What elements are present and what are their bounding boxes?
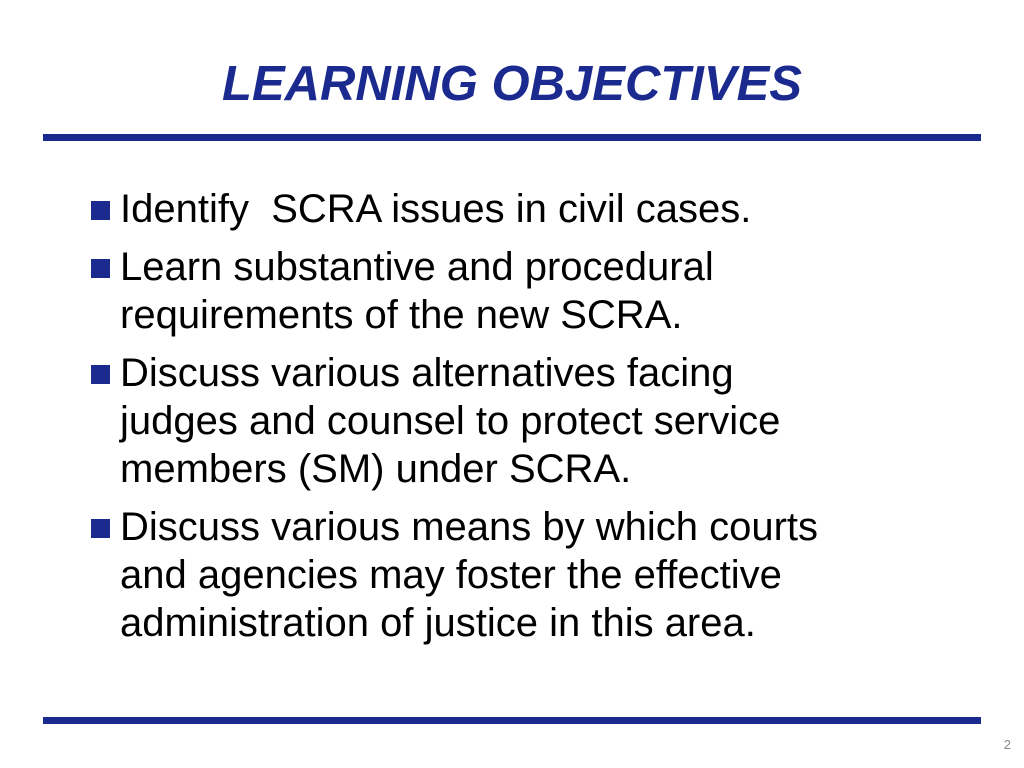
list-item [90, 349, 970, 493]
objective-text: Discuss various means by which courts and agencies may foster the effective administration of justice in this area. [120, 505, 819, 645]
objective-text: Discuss various alternatives facing judges and counsel to protect service members (SM) under SCRA. [120, 351, 781, 491]
objective-text: Identify SCRA issues in civil cases. [120, 187, 752, 231]
list-item [90, 503, 970, 647]
square-bullet-icon [91, 201, 110, 220]
objectives-list [90, 185, 970, 657]
top-divider [43, 134, 981, 141]
list-item [90, 185, 970, 233]
square-bullet-icon [91, 519, 110, 538]
page-number: 2 [1003, 737, 1011, 752]
list-item [90, 243, 970, 339]
square-bullet-icon [91, 365, 110, 384]
objective-text: Learn substantive and procedural requirements of the new SCRA. [120, 245, 714, 337]
bottom-divider [43, 717, 981, 724]
slide-title: LEARNING OBJECTIVES [222, 57, 802, 111]
square-bullet-icon [91, 259, 110, 278]
